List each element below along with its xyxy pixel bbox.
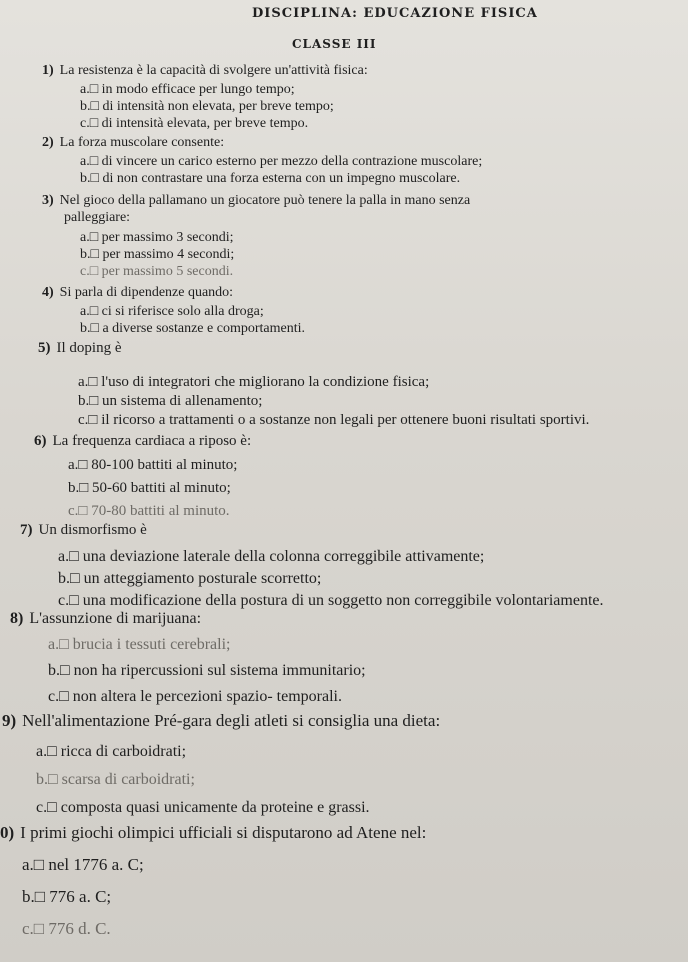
question-7-option-a[interactable]: a.□ una deviazione laterale della colonna correggibile attivamente;	[58, 548, 485, 565]
question-4	[42, 284, 233, 301]
question-2-option-a[interactable]: a.□ di vincere un carico esterno per mezzo della contrazione muscolare;	[80, 154, 483, 169]
question-7-option-c[interactable]: c.□ una modificazione della postura di un soggetto non correggibile volontariamente.	[58, 592, 604, 609]
question-8-option-a[interactable]: a.□ brucia i tessuti cerebrali;	[48, 636, 231, 653]
question-text: Un dismorfismo è	[38, 522, 147, 538]
question-number: 4)	[42, 285, 54, 300]
question-1-option-a[interactable]: a.□ in modo efficace per lungo tempo;	[80, 82, 295, 97]
question-5-option-b[interactable]: b.□ un sistema di allenamento;	[78, 393, 263, 409]
question-9-option-c[interactable]: c.□ composta quasi unicamente da proteine e grassi.	[36, 799, 370, 816]
question-3-option-b[interactable]: b.□ per massimo 4 secondi;	[80, 247, 235, 262]
class-title: CLASSE III	[292, 37, 377, 51]
question-5	[38, 340, 122, 357]
question-5-option-c[interactable]: c.□ il ricorso a trattamenti o a sostanze non legali per ottenere buoni risultati sportivi.	[78, 412, 590, 428]
question-text: La forza muscolare consente:	[59, 135, 225, 150]
question-8-option-b[interactable]: b.□ non ha ripercussioni sul sistema immunitario;	[48, 662, 366, 679]
question-number: 0)	[0, 823, 15, 842]
question-1-option-b[interactable]: b.□ di intensità non elevata, per breve tempo;	[80, 99, 334, 114]
question-3-text-continued: palleggiare:	[64, 210, 131, 225]
question-number: 8)	[10, 610, 24, 627]
question-8	[10, 610, 201, 627]
question-text: Il doping è	[56, 340, 122, 356]
question-2	[42, 134, 224, 151]
question-2-option-b[interactable]: b.□ di non contrastare una forza esterna con un impegno muscolare.	[80, 171, 461, 186]
question-4-option-a[interactable]: a.□ ci si riferisce solo alla droga;	[80, 304, 264, 319]
question-text: Nel gioco della pallamano un giocatore può tenere la palla in mano senza	[59, 193, 471, 208]
question-3-option-c[interactable]: c.□ per massimo 5 secondi.	[80, 264, 234, 279]
question-number: 1)	[42, 63, 54, 78]
question-10-option-c[interactable]: c.□ 776 d. C.	[22, 919, 111, 938]
question-8-option-c[interactable]: c.□ non altera le percezioni spazio- temporali.	[48, 688, 342, 705]
question-1	[42, 62, 368, 79]
question-7	[20, 522, 147, 539]
question-text: La frequenza cardiaca a riposo è:	[52, 433, 252, 449]
question-3-option-a[interactable]: a.□ per massimo 3 secondi;	[80, 230, 234, 245]
question-number: 7)	[20, 522, 33, 538]
question-text: L'assunzione di marijuana:	[29, 610, 202, 627]
question-number: 3)	[42, 193, 54, 208]
question-9	[2, 712, 440, 729]
question-9-option-b[interactable]: b.□ scarsa di carboidrati;	[36, 771, 195, 788]
question-10	[0, 824, 426, 841]
question-text: La resistenza è la capacità di svolgere un'attività fisica:	[59, 63, 368, 78]
question-10-option-b[interactable]: b.□ 776 a. C;	[22, 887, 112, 906]
discipline-title: DISCIPLINA: EDUCAZIONE FISICA	[252, 6, 538, 21]
question-5-option-a[interactable]: a.□ l'uso di integratori che migliorano la condizione fisica;	[78, 374, 430, 390]
question-6-option-b[interactable]: b.□ 50-60 battiti al minuto;	[68, 480, 231, 496]
question-text: Nell'alimentazione Pré-gara degli atleti si consiglia una dieta:	[22, 711, 441, 730]
question-1-option-c[interactable]: c.□ di intensità elevata, per breve tempo.	[80, 116, 309, 131]
question-number: 6)	[34, 433, 47, 449]
question-7-option-b[interactable]: b.□ un atteggiamento posturale scorretto;	[58, 570, 322, 587]
question-number: 5)	[38, 340, 51, 356]
question-text: Si parla di dipendenze quando:	[59, 285, 234, 300]
question-10-option-a[interactable]: a.□ nel 1776 a. C;	[22, 855, 144, 874]
question-6-option-c[interactable]: c.□ 70-80 battiti al minuto.	[68, 503, 230, 519]
question-3	[42, 192, 470, 209]
question-6-option-a[interactable]: a.□ 80-100 battiti al minuto;	[68, 457, 238, 473]
question-number: 9)	[2, 711, 17, 730]
question-9-option-a[interactable]: a.□ ricca di carboidrati;	[36, 743, 187, 760]
question-number: 2)	[42, 135, 54, 150]
question-4-option-b[interactable]: b.□ a diverse sostanze e comportamenti.	[80, 321, 305, 336]
question-6	[34, 433, 251, 450]
question-text: I primi giochi olimpici ufficiali si disputarono ad Atene nel:	[20, 823, 427, 842]
